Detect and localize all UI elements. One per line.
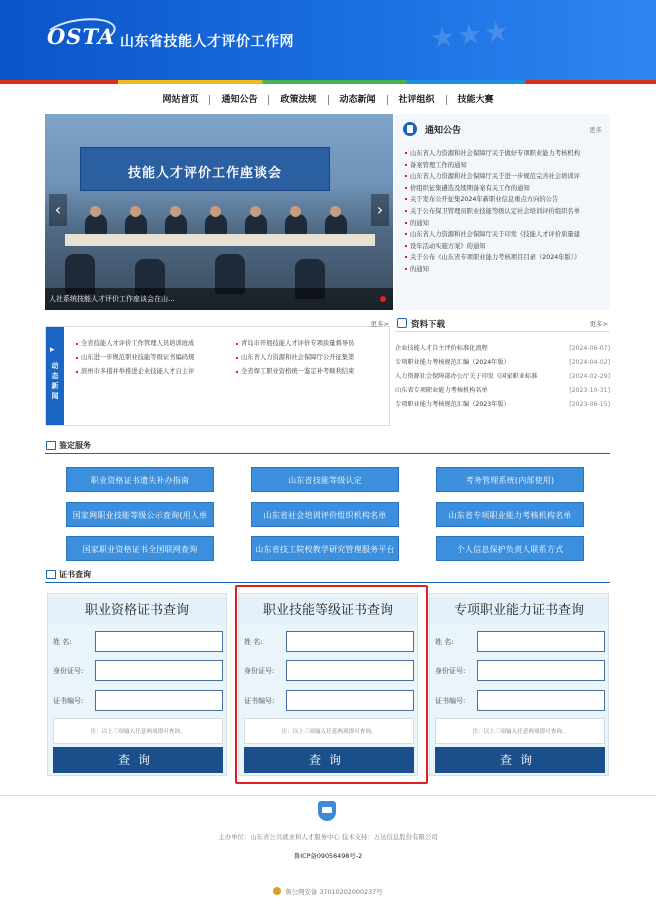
service-button[interactable]: 个人信息保护负责人联系方式 <box>436 536 584 561</box>
download-date: [2024-04-02] <box>569 359 610 366</box>
query-button[interactable]: 查询 <box>53 747 223 773</box>
id-label: 身份证号: <box>435 667 466 675</box>
meeting-banner <box>80 147 330 191</box>
downloads-title: 资料下载 <box>411 320 446 330</box>
download-title: 专项职业能力考核规范汇编（2023年版） <box>395 401 510 408</box>
news-more-link[interactable]: 更多> <box>370 320 389 328</box>
service-section-header <box>45 438 610 454</box>
service-button[interactable]: 国家职业资格证书全国联网查询 <box>66 536 214 561</box>
conference-table <box>65 234 375 246</box>
service-button[interactable]: 山东省专项职业能力考核机构名单 <box>436 502 584 527</box>
download-title: 山东省专项职业能力考核机构名单 <box>395 387 488 394</box>
query-note: 注：以上三项输入任意两项即可查询。 <box>435 718 605 744</box>
news-panel <box>45 320 390 426</box>
nav-home[interactable]: 网站首页 <box>151 95 210 105</box>
service-button[interactable]: 考务管理系统(内部使用) <box>436 467 584 492</box>
name-label: 姓 名: <box>244 638 263 646</box>
cert-number-label: 证书编号: <box>435 697 466 705</box>
download-date: [2024-02-29] <box>569 373 610 380</box>
cert-number-label: 证书编号: <box>53 697 84 705</box>
query-note: 注：以上三项输入任意两项即可查询。 <box>244 718 414 744</box>
news-side-label <box>46 327 64 425</box>
notice-more-link[interactable]: 更多 <box>589 126 602 134</box>
download-date: [2023-06-15] <box>569 401 610 408</box>
main-nav <box>0 86 656 114</box>
news-item[interactable]: 青岛市开展技能人才评价专项质量督导员 <box>236 337 391 351</box>
name-label: 姓 名: <box>53 638 72 646</box>
notice-item[interactable]: 关于公布《山东省专项职业能力考核项目目录（2024年版）》 <box>405 252 605 264</box>
id-label: 身份证号: <box>244 667 275 675</box>
attendee-head <box>210 206 221 217</box>
cert-title: 证书查询 <box>59 570 91 579</box>
notice-item[interactable]: 山东省人力资源和社会保障厅关于印发《技能人才评价质量建 <box>405 229 605 241</box>
footer-divider <box>0 795 656 796</box>
nav-organizations[interactable]: 社评组织 <box>388 95 447 105</box>
nav-notices[interactable]: 通知公告 <box>210 95 269 105</box>
site-title[interactable]: 山东省技能人才评价工作网 <box>120 34 294 50</box>
attendee-head <box>330 206 341 217</box>
nav-competition[interactable]: 技能大赛 <box>457 95 494 105</box>
download-title: 专项职业能力考核规范汇编（2024年版） <box>395 359 510 366</box>
attendee-head <box>250 206 261 217</box>
footer-sponsor: 主办单位：山东省公共就业和人才服务中心 技术支持：万达信息股份有限公司 <box>218 833 438 841</box>
name-label: 姓 名: <box>435 638 454 646</box>
query-note: 注：以上三项输入任意两项即可查询。 <box>53 718 223 744</box>
download-item[interactable] <box>395 370 610 383</box>
service-icon <box>46 441 56 450</box>
image-carousel[interactable] <box>45 114 393 310</box>
news-side-text: 动态新闻 <box>51 362 59 400</box>
downloads-more-link[interactable]: 更多> <box>589 320 608 328</box>
footer-police-record[interactable] <box>0 887 656 896</box>
news-column-right <box>236 337 391 379</box>
notice-icon <box>403 122 417 136</box>
carousel-dot-active[interactable] <box>380 296 386 302</box>
name-input[interactable] <box>477 631 605 652</box>
id-number-input[interactable] <box>95 660 223 681</box>
downloads-panel <box>395 316 610 426</box>
notice-title: 通知公告 <box>425 126 462 136</box>
news-column-left <box>76 337 231 379</box>
header-color-band <box>0 80 656 84</box>
download-icon <box>397 318 407 328</box>
police-record-text: 鲁公网安备 37010202000237号 <box>285 888 383 896</box>
downloads-header <box>395 316 610 332</box>
notice-list <box>405 148 605 276</box>
nav-news[interactable]: 动态新闻 <box>329 95 388 105</box>
notice-item[interactable]: 山东省人力资源和社会保障厅关于进一步规范完善社会培训评 <box>405 171 605 183</box>
download-date: [2024-06-07] <box>569 345 610 352</box>
notice-item[interactable]: 关于公布保卫管理员职业技能等级认定社会培训评价组织名单 <box>405 206 605 218</box>
nav-policies[interactable]: 政策法规 <box>269 95 328 105</box>
notice-panel <box>395 114 610 310</box>
gov-emblem-icon[interactable] <box>318 801 336 821</box>
download-title: 人力资源社会保障部办公厅关于印发《国家职业标准 <box>395 373 538 380</box>
notice-header <box>395 114 610 144</box>
service-button[interactable]: 山东省技能等级认定 <box>251 467 399 492</box>
panel-title: 职业资格证书查询 <box>48 597 226 625</box>
news-item[interactable]: 滨州市多措并举推进企业技能人才自主评 <box>76 365 231 379</box>
notice-item[interactable]: 价组织征集遴选及续期备案有关工作的通知 <box>405 183 605 195</box>
query-button[interactable]: 查询 <box>435 747 605 773</box>
notice-item[interactable]: 的通知 <box>405 264 605 276</box>
qualification-cert-panel <box>47 593 227 776</box>
cert-number-label: 证书编号: <box>244 697 275 705</box>
query-button[interactable]: 查询 <box>244 747 414 773</box>
carousel-caption[interactable]: 人社系统技能人才评价工作座谈会在山... <box>49 295 175 303</box>
site-header <box>0 0 656 84</box>
banner-text: 技能人才评价工作座谈会 <box>127 166 282 181</box>
service-button[interactable]: 山东省技工院校教学研究管理服务平台 <box>251 536 399 561</box>
attendee-head <box>130 206 141 217</box>
news-item[interactable]: 全省技能人才评价工作管理人员培训班成 <box>76 337 231 351</box>
panel-title: 职业技能等级证书查询 <box>239 597 417 625</box>
cert-number-input[interactable] <box>95 690 223 711</box>
notice-item[interactable]: 的通知 <box>405 218 605 230</box>
service-title: 鉴定服务 <box>59 441 91 450</box>
download-date: [2023-10-31] <box>569 387 610 394</box>
service-button[interactable]: 山东省社会培训评价组织机构名单 <box>251 502 399 527</box>
name-input[interactable] <box>95 631 223 652</box>
speaker-icon: ▸ <box>50 345 55 355</box>
header-decoration: ★★★ <box>428 13 513 56</box>
news-item[interactable]: 山东省人力资源和社会保障厅公开征集第 <box>236 351 391 365</box>
special-ability-cert-panel <box>429 593 609 776</box>
footer-icp[interactable]: 鲁ICP备09056498号-2 <box>293 852 363 860</box>
download-item[interactable] <box>395 398 610 411</box>
attendee-head <box>290 206 301 217</box>
download-title: 企业技能人才自主评价标准化流程 <box>395 345 488 352</box>
notice-item[interactable]: 设年活动实施方案》的通知 <box>405 241 605 253</box>
cert-icon <box>46 570 56 579</box>
police-badge-icon <box>273 887 281 895</box>
osta-logo[interactable]: OSTA <box>47 24 116 49</box>
attendee-head <box>90 206 101 217</box>
attendee-head <box>170 206 181 217</box>
service-button[interactable]: 国家网职业技能等级公示查询(用人单 <box>66 502 214 527</box>
carousel-prev-icon[interactable]: ‹ <box>49 194 67 226</box>
download-item[interactable] <box>395 342 610 355</box>
panel-title: 专项职业能力证书查询 <box>430 597 608 625</box>
notice-item[interactable]: 备案管理工作的通知 <box>405 160 605 172</box>
cert-section-header <box>45 567 610 583</box>
service-button[interactable]: 职业资格证书遗失补办指南 <box>66 467 214 492</box>
cert-number-input[interactable] <box>477 690 605 711</box>
download-item[interactable] <box>395 356 610 369</box>
news-item[interactable]: 山东进一步规范职业技能等级证书编码规 <box>76 351 231 365</box>
download-item[interactable] <box>395 384 610 397</box>
news-item[interactable]: 全省焊工职业资格统一鉴定补考顺利结束 <box>236 365 391 379</box>
notice-item[interactable]: 山东省人力资源和社会保障厅关于做好专项职业能力考核机构 <box>405 148 605 160</box>
notice-item[interactable]: 关于发布公开征集2024年新职业信息重点方向的公告 <box>405 194 605 206</box>
id-label: 身份证号: <box>53 667 84 675</box>
selection-highlight-box <box>235 585 428 784</box>
id-number-input[interactable] <box>477 660 605 681</box>
carousel-next-icon[interactable]: › <box>371 194 389 226</box>
